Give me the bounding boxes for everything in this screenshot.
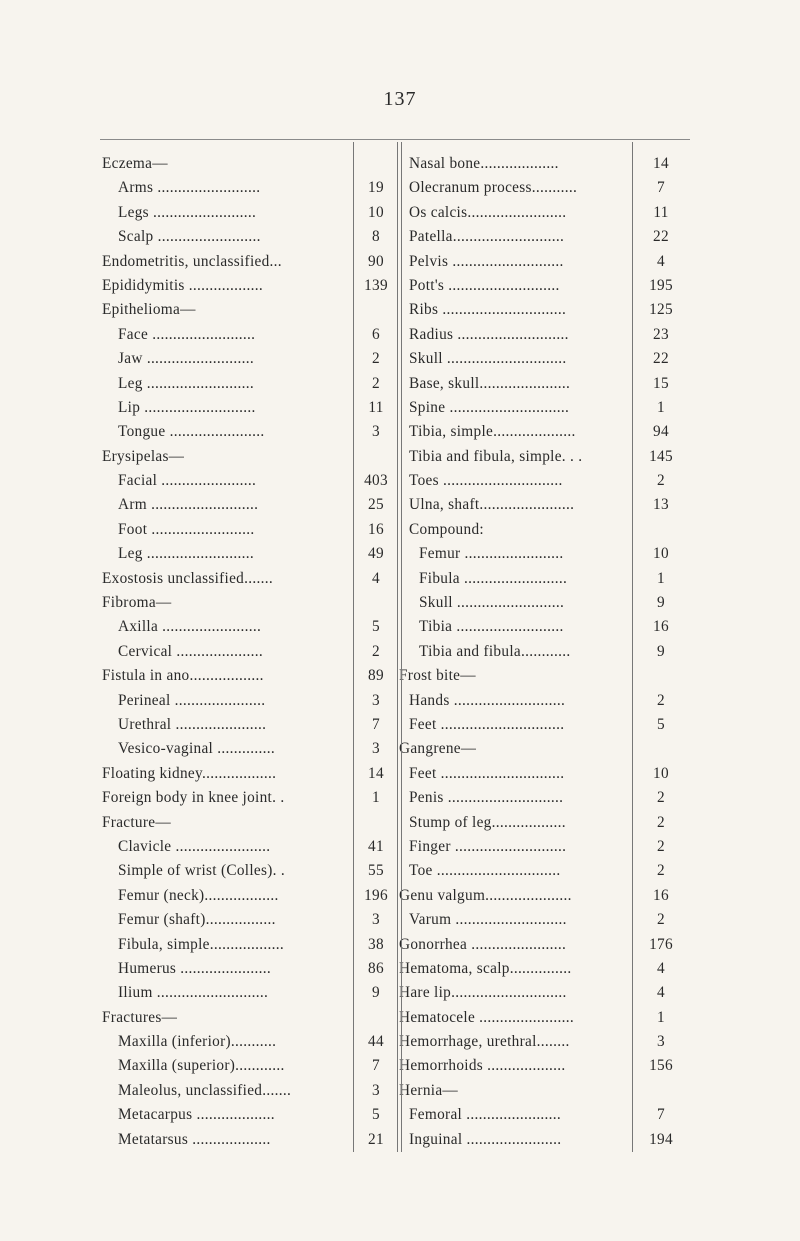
table-row (399, 176, 699, 200)
row-label: Base, skull...................... (409, 374, 571, 392)
row-value: 3 (372, 740, 380, 758)
table-row (399, 591, 699, 615)
table-row (102, 518, 384, 542)
row-value: 5 (372, 1106, 380, 1124)
row-label: Lip ........................... (118, 398, 256, 416)
row-label: Patella........................... (409, 228, 565, 246)
row-value: 125 (649, 301, 673, 319)
row-value: 86 (368, 959, 384, 977)
table-row (399, 567, 699, 591)
table-row (102, 737, 380, 761)
row-label: Hematoma, scalp............... (399, 959, 572, 977)
table-row (102, 396, 384, 420)
table-row (102, 225, 380, 249)
row-label: Axilla ........................ (118, 618, 262, 636)
table-row (102, 981, 380, 1005)
row-value: 16 (653, 618, 669, 636)
table-row (399, 225, 699, 249)
row-label: Epithelioma— (102, 301, 196, 319)
table-row (399, 762, 699, 786)
table-row (102, 323, 380, 347)
table-row (102, 542, 384, 566)
row-value: 1 (657, 1008, 665, 1026)
table-row (102, 615, 380, 639)
row-value: 3 (372, 691, 380, 709)
row-label: Inguinal ....................... (409, 1130, 562, 1148)
row-value: 176 (649, 935, 673, 953)
row-label: Tibia .......................... (419, 618, 564, 636)
table-row (102, 689, 380, 713)
row-value: 1 (657, 569, 665, 587)
table-row (399, 615, 699, 639)
row-label: Nasal bone................... (409, 155, 559, 172)
row-label: Fistula in ano.................. (102, 667, 264, 685)
row-label: Tibia and fibula, simple. . . (409, 447, 583, 465)
table-row (102, 420, 380, 444)
row-value: 156 (649, 1057, 673, 1075)
table-row (399, 1079, 699, 1103)
row-value: 15 (653, 374, 669, 392)
row-label: Face ......................... (118, 325, 256, 343)
table-row (399, 786, 699, 810)
row-value: 7 (657, 179, 665, 197)
row-label: Pott's ........................... (409, 276, 560, 294)
row-label: Ilium ........................... (118, 984, 269, 1002)
row-value: 41 (368, 837, 384, 855)
row-value: 2 (657, 813, 665, 831)
table-row (102, 640, 380, 664)
row-label: Tibia, simple.................... (409, 423, 576, 441)
table-row (399, 420, 699, 444)
table-row (399, 469, 699, 493)
table-row (399, 1030, 699, 1054)
row-label: Femur (shaft)................. (118, 911, 276, 929)
row-label: Legs ......................... (118, 203, 257, 221)
row-label: Erysipelas— (102, 447, 185, 465)
row-label: Feet .............................. (409, 715, 565, 733)
table-row (102, 1006, 353, 1030)
row-label: Fibroma— (102, 594, 172, 612)
row-value: 90 (368, 252, 384, 270)
row-label: Femoral ....................... (409, 1106, 562, 1124)
row-value: 16 (653, 886, 669, 904)
row-label: Toe .............................. (409, 862, 561, 880)
row-value: 94 (653, 423, 669, 441)
row-label: Hemorrhoids ................... (399, 1057, 566, 1075)
row-label: Humerus ...................... (118, 959, 272, 977)
table-row (102, 567, 380, 591)
table-row (399, 981, 699, 1005)
row-value: 196 (364, 886, 388, 904)
table-row (102, 1054, 380, 1078)
row-value: 4 (657, 984, 665, 1002)
row-label: Arm .......................... (118, 496, 259, 514)
table-row (102, 933, 384, 957)
table-row (399, 640, 699, 664)
row-label: Pelvis ........................... (409, 252, 564, 270)
table-row (399, 933, 699, 957)
row-value: 14 (368, 764, 384, 782)
top-rule (100, 139, 690, 140)
row-label: Penis ............................ (409, 789, 564, 807)
row-value: 2 (657, 691, 665, 709)
row-value: 3 (657, 1033, 665, 1051)
table-row (102, 835, 384, 859)
row-value: 9 (657, 642, 665, 660)
table-row (399, 1006, 699, 1030)
row-label: Foreign body in knee joint. . (102, 789, 285, 807)
row-label: Ribs .............................. (409, 301, 567, 319)
row-value: 7 (372, 715, 380, 733)
row-label: Stump of leg.................. (409, 813, 566, 831)
row-value: 2 (372, 642, 380, 660)
row-value: 55 (368, 862, 384, 880)
table-row (399, 445, 699, 469)
row-value: 4 (657, 252, 665, 270)
table-row (102, 1128, 384, 1152)
row-label: Skull .......................... (419, 594, 565, 612)
table-row (102, 201, 384, 225)
row-value: 9 (372, 984, 380, 1002)
table-row (399, 664, 699, 688)
row-value: 4 (657, 959, 665, 977)
row-label: Gonorrhea ....................... (399, 935, 567, 953)
column-divider (401, 142, 402, 1152)
row-label: Compound: (409, 520, 484, 538)
row-label: Eczema— (102, 155, 168, 172)
row-label: Floating kidney.................. (102, 764, 277, 782)
row-label: Metatarsus ................... (118, 1130, 271, 1148)
table-row (102, 152, 353, 176)
row-value: 22 (653, 350, 669, 368)
table-row (399, 1054, 699, 1078)
row-value: 5 (372, 618, 380, 636)
table-row (399, 493, 699, 517)
row-label: Radius ........................... (409, 325, 569, 343)
row-label: Frost bite— (399, 667, 476, 685)
row-value: 5 (657, 715, 665, 733)
row-label: Hemorrhage, urethral........ (399, 1033, 570, 1051)
row-value: 2 (657, 472, 665, 490)
row-label: Tongue ....................... (118, 423, 265, 441)
table-row (102, 1030, 384, 1054)
row-value: 13 (653, 496, 669, 514)
table-row (102, 274, 388, 298)
table-row (102, 591, 353, 615)
table-row (102, 469, 388, 493)
row-label: Maleolus, unclassified....... (118, 1081, 292, 1099)
row-label: Femur (neck).................. (118, 886, 279, 904)
row-value: 11 (653, 203, 669, 221)
row-label: Scalp ......................... (118, 228, 261, 246)
row-value: 10 (653, 764, 669, 782)
table-row (399, 323, 699, 347)
table-row (102, 908, 380, 932)
table-row (399, 372, 699, 396)
row-label: Toes ............................. (409, 472, 563, 490)
row-label: Metacarpus ................... (118, 1106, 275, 1124)
row-value: 25 (368, 496, 384, 514)
row-value: 19 (368, 179, 384, 197)
row-label: Hematocele ....................... (399, 1008, 575, 1026)
column-divider (397, 142, 398, 1152)
row-value: 23 (653, 325, 669, 343)
table-row (399, 1103, 699, 1127)
table-row (399, 347, 699, 371)
table-row (102, 445, 353, 469)
table-row (399, 957, 699, 981)
row-label: Fibula, simple.................. (118, 935, 284, 953)
row-label: Facial ....................... (118, 472, 257, 490)
row-label: Urethral ...................... (118, 715, 267, 733)
row-label: Foot ......................... (118, 520, 255, 538)
row-value: 9 (657, 594, 665, 612)
row-label: Perineal ...................... (118, 691, 266, 709)
table-row (399, 152, 699, 176)
table-row (102, 1079, 380, 1103)
row-label: Endometritis, unclassified... (102, 252, 282, 270)
table-row (102, 493, 384, 517)
left-column (102, 152, 388, 1152)
table-row (399, 1128, 699, 1152)
row-value: 38 (368, 935, 384, 953)
row-value: 1 (657, 398, 665, 416)
table-row (102, 372, 380, 396)
row-label: Finger ........................... (409, 837, 567, 855)
table-row (399, 298, 699, 322)
row-value: 10 (653, 545, 669, 563)
table-row (399, 713, 699, 737)
row-value: 7 (657, 1106, 665, 1124)
row-label: Arms ......................... (118, 179, 261, 197)
row-label: Jaw .......................... (118, 350, 255, 368)
row-label: Epididymitis .................. (102, 276, 263, 294)
row-value: 145 (649, 447, 673, 465)
table-row (399, 396, 699, 420)
table-row (102, 811, 353, 835)
row-label: Ulna, shaft....................... (409, 496, 575, 514)
row-label: Maxilla (inferior)........... (118, 1033, 277, 1051)
row-label: Skull ............................. (409, 350, 567, 368)
row-value: 16 (368, 520, 384, 538)
row-value: 11 (368, 398, 384, 416)
row-label: Genu valgum..................... (399, 886, 572, 904)
row-value: 195 (649, 276, 673, 294)
row-value: 2 (657, 789, 665, 807)
table-row (102, 664, 384, 688)
row-value: 139 (364, 276, 388, 294)
column-divider (632, 142, 633, 1152)
row-value: 21 (368, 1130, 384, 1148)
row-value: 1 (372, 789, 380, 807)
row-value: 89 (368, 667, 384, 685)
table-row (102, 884, 388, 908)
row-label: Olecranum process........... (409, 179, 578, 197)
table-row (399, 908, 699, 932)
table-row (399, 542, 699, 566)
row-value: 194 (649, 1130, 673, 1148)
row-value: 6 (372, 325, 380, 343)
row-label: Fibula ......................... (419, 569, 568, 587)
row-value: 403 (364, 472, 388, 490)
table-row (399, 884, 699, 908)
row-value: 2 (657, 862, 665, 880)
table-row (399, 737, 699, 761)
page-number: 137 (383, 88, 417, 110)
row-value: 4 (372, 569, 380, 587)
row-label: Hands ........................... (409, 691, 566, 709)
row-label: Vesico-vaginal .............. (118, 740, 275, 758)
row-value: 14 (653, 155, 669, 172)
row-label: Os calcis........................ (409, 203, 567, 221)
table-row (102, 347, 380, 371)
table-row (399, 201, 699, 225)
row-label: Hare lip............................ (399, 984, 567, 1002)
row-label: Clavicle ....................... (118, 837, 271, 855)
table-row (102, 1103, 380, 1127)
row-label: Varum ........................... (409, 911, 567, 929)
right-column (399, 152, 699, 1152)
table-row (102, 713, 380, 737)
row-label: Feet .............................. (409, 764, 565, 782)
row-label: Maxilla (superior)............ (118, 1057, 285, 1075)
row-label: Spine ............................. (409, 398, 570, 416)
table-row (399, 689, 699, 713)
row-value: 49 (368, 545, 384, 563)
table-row (399, 835, 699, 859)
row-value: 8 (372, 228, 380, 246)
row-value: 22 (653, 228, 669, 246)
row-label: Leg .......................... (118, 374, 255, 392)
table-row (102, 762, 384, 786)
table-row (399, 250, 699, 274)
row-value: 2 (657, 911, 665, 929)
table-row (399, 811, 699, 835)
table-row (102, 298, 353, 322)
row-label: Hernia— (399, 1081, 459, 1099)
row-value: 2 (657, 837, 665, 855)
row-label: Leg .......................... (118, 545, 255, 563)
row-label: Cervical ..................... (118, 642, 263, 660)
table-row (399, 859, 699, 883)
row-label: Fracture— (102, 813, 171, 831)
table-row (102, 859, 384, 883)
row-value: 3 (372, 423, 380, 441)
table-row (399, 274, 699, 298)
row-value: 7 (372, 1057, 380, 1075)
table-row (102, 957, 384, 981)
table-row (102, 786, 380, 810)
row-label: Femur ........................ (419, 545, 564, 563)
table-row (399, 518, 699, 542)
row-value: 44 (368, 1033, 384, 1051)
row-value: 2 (372, 350, 380, 368)
row-value: 10 (368, 203, 384, 221)
row-value: 3 (372, 911, 380, 929)
row-label: Fractures— (102, 1008, 178, 1026)
row-label: Tibia and fibula............ (419, 642, 571, 660)
row-label: Gangrene— (399, 740, 477, 758)
table-row (102, 250, 384, 274)
row-label: Exostosis unclassified....... (102, 569, 274, 587)
row-value: 3 (372, 1081, 380, 1099)
row-value: 2 (372, 374, 380, 392)
row-label: Simple of wrist (Colles). . (118, 862, 286, 880)
column-divider (353, 142, 354, 1152)
table-row (102, 176, 384, 200)
